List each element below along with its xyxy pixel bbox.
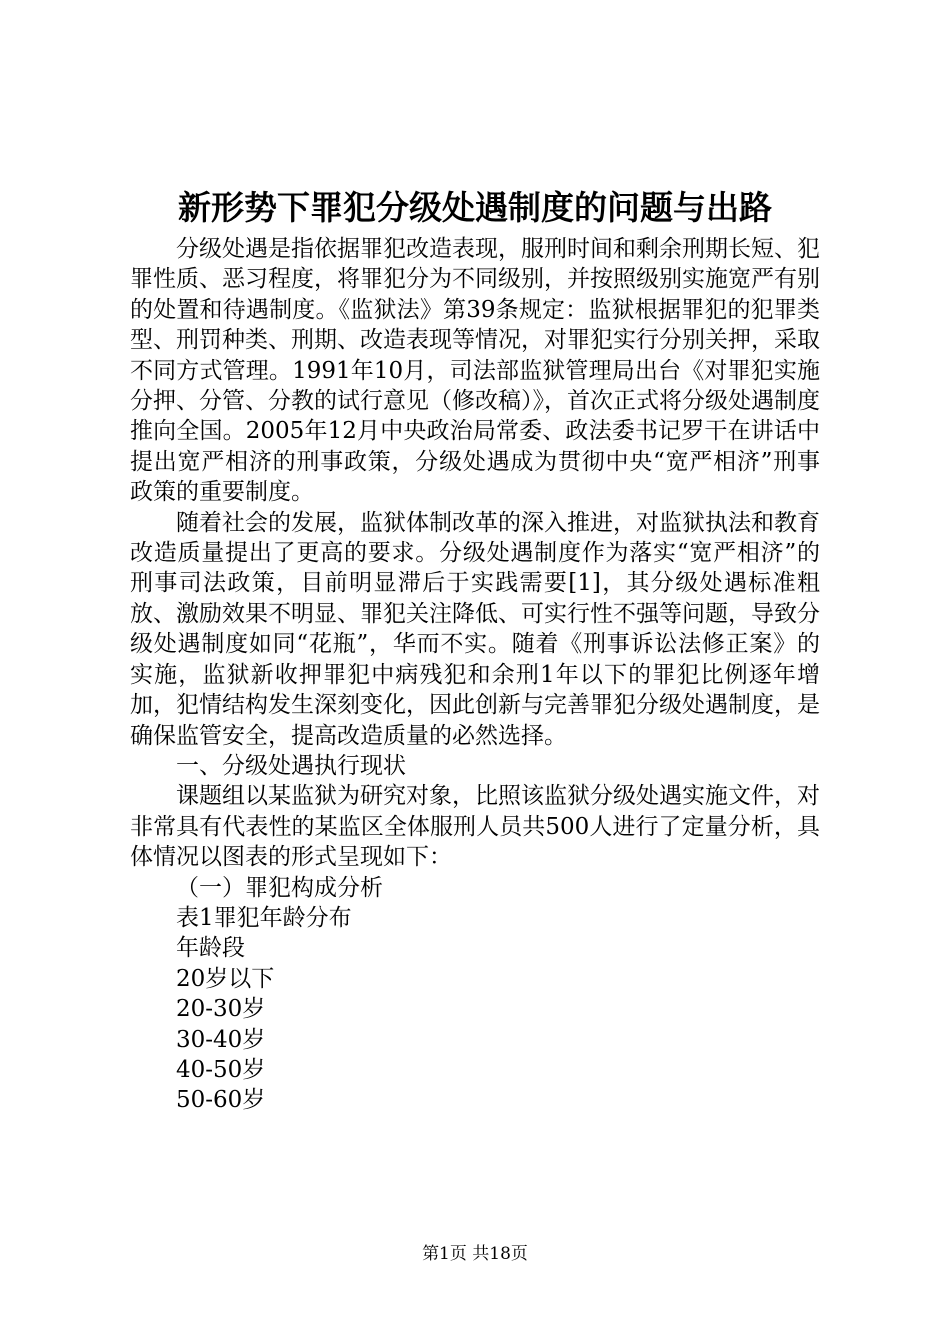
section-heading: 一、分级处遇执行现状 bbox=[176, 752, 406, 779]
paragraph-background: 随着社会的发展，监狱体制改革的深入推进，对监狱执法和教育改造质量提出了更高的要求。分级处遇制度作为落实“宽严相济”的刑事司法政策，目前明显滞后于实践需要[1]，其分级处遇标准粗放、激励效果不明显、罪犯关注降低、可实行性不强等问题，导致分级处遇制度如同“花瓶”，华而不实。随着《刑事诉讼法修正案》的实施，监狱新收押罪犯中病残犯和余刑1年以下的罪犯比例逐年增加，犯情结构发生深刻变化，因此创新与完善罪犯分级处遇制度，是确保监管安全，提高改造质量的必然选择。 bbox=[130, 509, 820, 749]
document-title: 新形势下罪犯分级处遇制度的问题与出路 bbox=[178, 188, 772, 227]
table-row-age-group: 40-50岁 bbox=[176, 1056, 266, 1083]
paragraph-section: 课题组以某监狱为研究对象，比照该监狱分级处遇实施文件，对非常具有代表性的某监区全体服刑人员共500人进行了定量分析，具体情况以图表的形式呈现如下： bbox=[130, 783, 820, 871]
document-body bbox=[130, 234, 820, 1116]
table-row-age-group: 30-40岁 bbox=[176, 1026, 266, 1053]
table-header-age-group: 年龄段 bbox=[176, 935, 245, 962]
paragraph-intro: 分级处遇是指依据罪犯改造表现，服刑时间和剩余刑期长短、犯罪性质、恶习程度，将罪犯分为不同级别，并按照级别实施宽严有别的处置和待遇制度。《监狱法》第39条规定：监狱根据罪犯的犯罪类型、刑罚种类、刑期、改造表现等情况，对罪犯实行分别关押，采取不同方式管理。1991年10月，司法部监狱管理局出台《对罪犯实施分押、分管、分教的试行意见（修改稿）》，首次正式将分级处遇制度推向全国。2005年12月中央政治局常委、政法委书记罗干在讲话中提出宽严相济的刑事政策，分级处遇成为贯彻中央“宽严相济”刑事政策的重要制度。 bbox=[130, 236, 820, 506]
subsection-heading: （一）罪犯构成分析 bbox=[176, 874, 383, 901]
page-number: 第1页 共18页 bbox=[422, 1244, 528, 1264]
table-row-age-group: 20-30岁 bbox=[176, 996, 266, 1023]
table-row-age-group: 50-60岁 bbox=[176, 1087, 266, 1114]
table-caption: 表1罪犯年龄分布 bbox=[176, 904, 352, 931]
table-row-age-group: 20岁以下 bbox=[176, 965, 275, 992]
